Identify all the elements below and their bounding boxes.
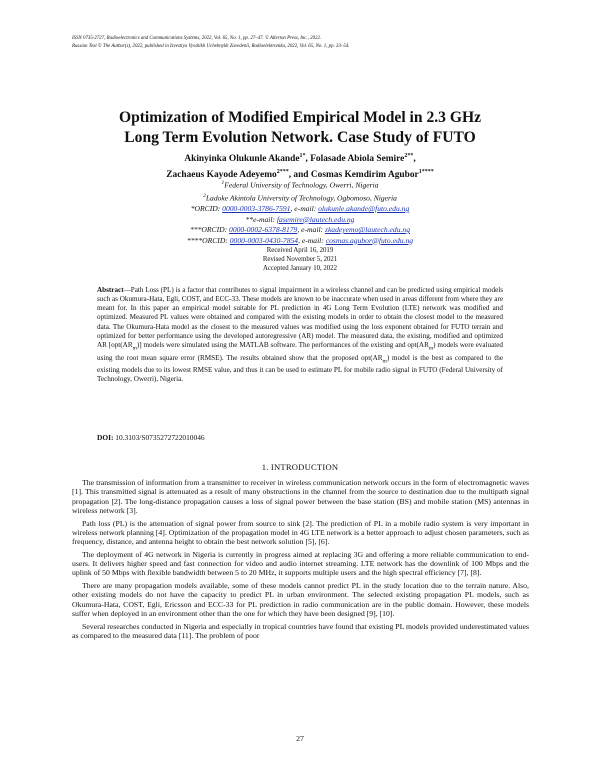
contact-3 (60, 225, 540, 236)
orcid-link[interactable]: 0000-0002-6378-8179 (229, 225, 298, 235)
author-name: Akinyinka Olukunle Akande (184, 154, 300, 165)
affiliation-marker: 1 (221, 180, 225, 186)
paper-title-line-1: Optimization of Modified Empirical Model in 2.3 GHz (118, 109, 482, 126)
abstract-text: ) model is the best as compared to the existing models due to its lowest RMSE value, and thus it can be used to estimate PL for mobile radio signal in FUTO (Federal University of Technology, Owerri), Nigeria. (97, 353, 504, 384)
paragraph: Path loss (PL) is the attenuation of signal power from source to sink [2]. The prediction of PL in a mobile radio system is very important in wireless network planning [4]. Optimization of the propagation model in 4G LTE network is a better approach to adjust chosen parameters, such as frequency, distance, and antenna height to obtain the best network solution [5], [6]. (72, 518, 529, 547)
revised-date: Revised November 5, 2021 (262, 256, 338, 263)
subscript: m (132, 345, 137, 352)
author-marker: 1**** (418, 169, 434, 176)
abstract-text: )] models were simulated using the MATLAB software. The performances of the existing and opt(AR (136, 340, 429, 349)
journal-header (72, 35, 542, 50)
received-date: Received April 16, 2019 (266, 247, 334, 254)
email-label: **e-mail: (245, 214, 277, 224)
author-name: , and Cosmas Kemdirim Agubor (288, 170, 419, 181)
email-link[interactable]: olukunle.akande@futo.edu.ng (318, 204, 410, 214)
paper-title (60, 108, 540, 148)
abstract-text: ) models were evaluated using the root mean square error (RMSE). The results obtained show that the proposed opt(AR (97, 340, 503, 362)
paragraph: The transmission of information from a transmitter to receiver in wireless communication network occurs in the form of electromagnetic waves [1]. This transmitted signal is attenuated as a result of many obstructions in the channel from the source to destination due to the multipath signal propagation [2]. The long-distance propagation causes a loss of signal power between the base station (BS) and mobile station (MS) antennas in wireless network [3]. (72, 478, 529, 516)
contact-1 (60, 204, 540, 215)
paragraph: The deployment of 4G network in Nigeria is currently in progress aimed at replacing 3G and offering a more reliable communication to end-users. It delivers higher speed and fast connection for video and audio internet streaming. LTE network has the downlink of 100 Mbps and the uplink of 50 Mbps with flexible bandwidth between 5 to 20 MHz, it supports multiple users and the high spectral efficiency [7], [8]. (72, 549, 529, 578)
author-marker: 2*** (276, 169, 289, 176)
subscript: m (428, 345, 434, 352)
abstract-label: Abstract (97, 286, 124, 294)
subscript: m (382, 357, 387, 364)
abstract (97, 286, 503, 384)
author-marker: 1* (299, 153, 306, 159)
orcid-label: ****ORCID: (186, 235, 230, 245)
doi-label: DOI: (97, 433, 114, 442)
email-link[interactable]: zkadeyemo@lautech.edu.ng (324, 225, 410, 235)
paragraph: There are many propagation models available, some of these models cannot predict PL in the study location due to the terrain nature. Also, other existing models do not have the capacity to predict PL in urban environment. The selected existing propagation PL models, such as Okumura-Hata, COST, Egli, Ericsson and ECC-33 for PL prediction in radio communication are in the public domain. However, these models suffer when deployed in an environment other than the one for which they have been designed [9], [10]. (72, 581, 529, 619)
section-heading: 1. INTRODUCTION (261, 462, 339, 472)
paragraph: Several researches conducted in Nigeria and especially in tropical countries have found that existing PL models provided underestimated values as compared to the measured data [11]. The problem of poor (72, 621, 529, 640)
author-name: , Folasade Abiola Semire (305, 154, 405, 165)
affiliations (60, 178, 540, 246)
contact-4 (60, 236, 540, 247)
author-marker: 2** (404, 153, 414, 159)
doi-value: 10.3103/S0735272722010046 (113, 433, 205, 442)
affiliation-2: Ladoke Akintola University of Technology, Ogbomoso, Nigeria (205, 193, 397, 203)
paper-title-line-2: Long Term Evolution Network. Case Study of FUTO (124, 129, 476, 146)
orcid-label: *ORCID: (190, 204, 223, 214)
orcid-link[interactable]: 0000-0003-0430-7854 (229, 235, 299, 245)
submission-dates (60, 246, 540, 273)
email-label: , e-mail: (297, 225, 325, 235)
email-link[interactable]: fasemire@lautech.edu.ng (276, 214, 355, 224)
journal-header-line-1: ISSN 0735-2727, Radioelectronics and Communications Systems, 2022, Vol. 65, No. 1, pp. 27–47. © Allerton Press, Inc., 2022. (72, 36, 322, 41)
email-link[interactable]: cosmas.agubor@futo.edu.ng (325, 235, 414, 245)
orcid-link[interactable]: 0000-0003-3786-7591 (222, 204, 291, 214)
journal-header-line-2: Russian Text © The Author(s), 2022, published in Izvestiya Vysshikh Uchebnykh Zavedenii, Radioelektronika, 2022, Vol. 65, No. 1, pp. 33–54. (72, 43, 350, 49)
body-text (72, 478, 529, 643)
email-label: , e-mail: (298, 235, 326, 245)
author-name: Zachaeus Kayode Adeyemo (166, 170, 277, 181)
abstract-text: —Path Loss (PL) is a factor that contributes to signal impairment in a wireless channel and can be predicted using empirical models such as Okumura-Hata, Egli, COST, and ECC-33. These models are known to be inaccurate when used in areas different from where they are meant for. In this paper an empirical model suitable for PL prediction in 4G Long Term Evolution (LTE) network was modified and optimized. Measured PL values were obtained and compared with the existing models in order to obtain the closest model to the measured data. The Okumura-Hata model as the closest to the measured values was modified using the loss exponent obtained for FUTO terrain and optimized for better performance using the developed autoregressive (AR) model. The measured data, the existing, modified and optimized AR [opt(AR (97, 286, 503, 349)
author-list: Akinyinka Olukunle Akande$^{1*}$, Folasade Abiola Semire$^{2**}$, Zachaeus Kayode Adeyemo$^{2***}$, and Cosmas Kemdirim Agubor$^{1****}$ (166, 153, 434, 181)
affiliation-1: Federal University of Technology, Owerri, Nigeria (224, 180, 379, 190)
orcid-label: ***ORCID: (189, 225, 230, 235)
page-number: 27 (296, 734, 304, 743)
accepted-date: Accepted January 10, 2022 (263, 265, 337, 272)
contact-2 (60, 215, 540, 226)
doi (97, 433, 205, 442)
email-label: , e-mail: (290, 204, 319, 214)
affiliation-marker: 2 (203, 193, 206, 200)
